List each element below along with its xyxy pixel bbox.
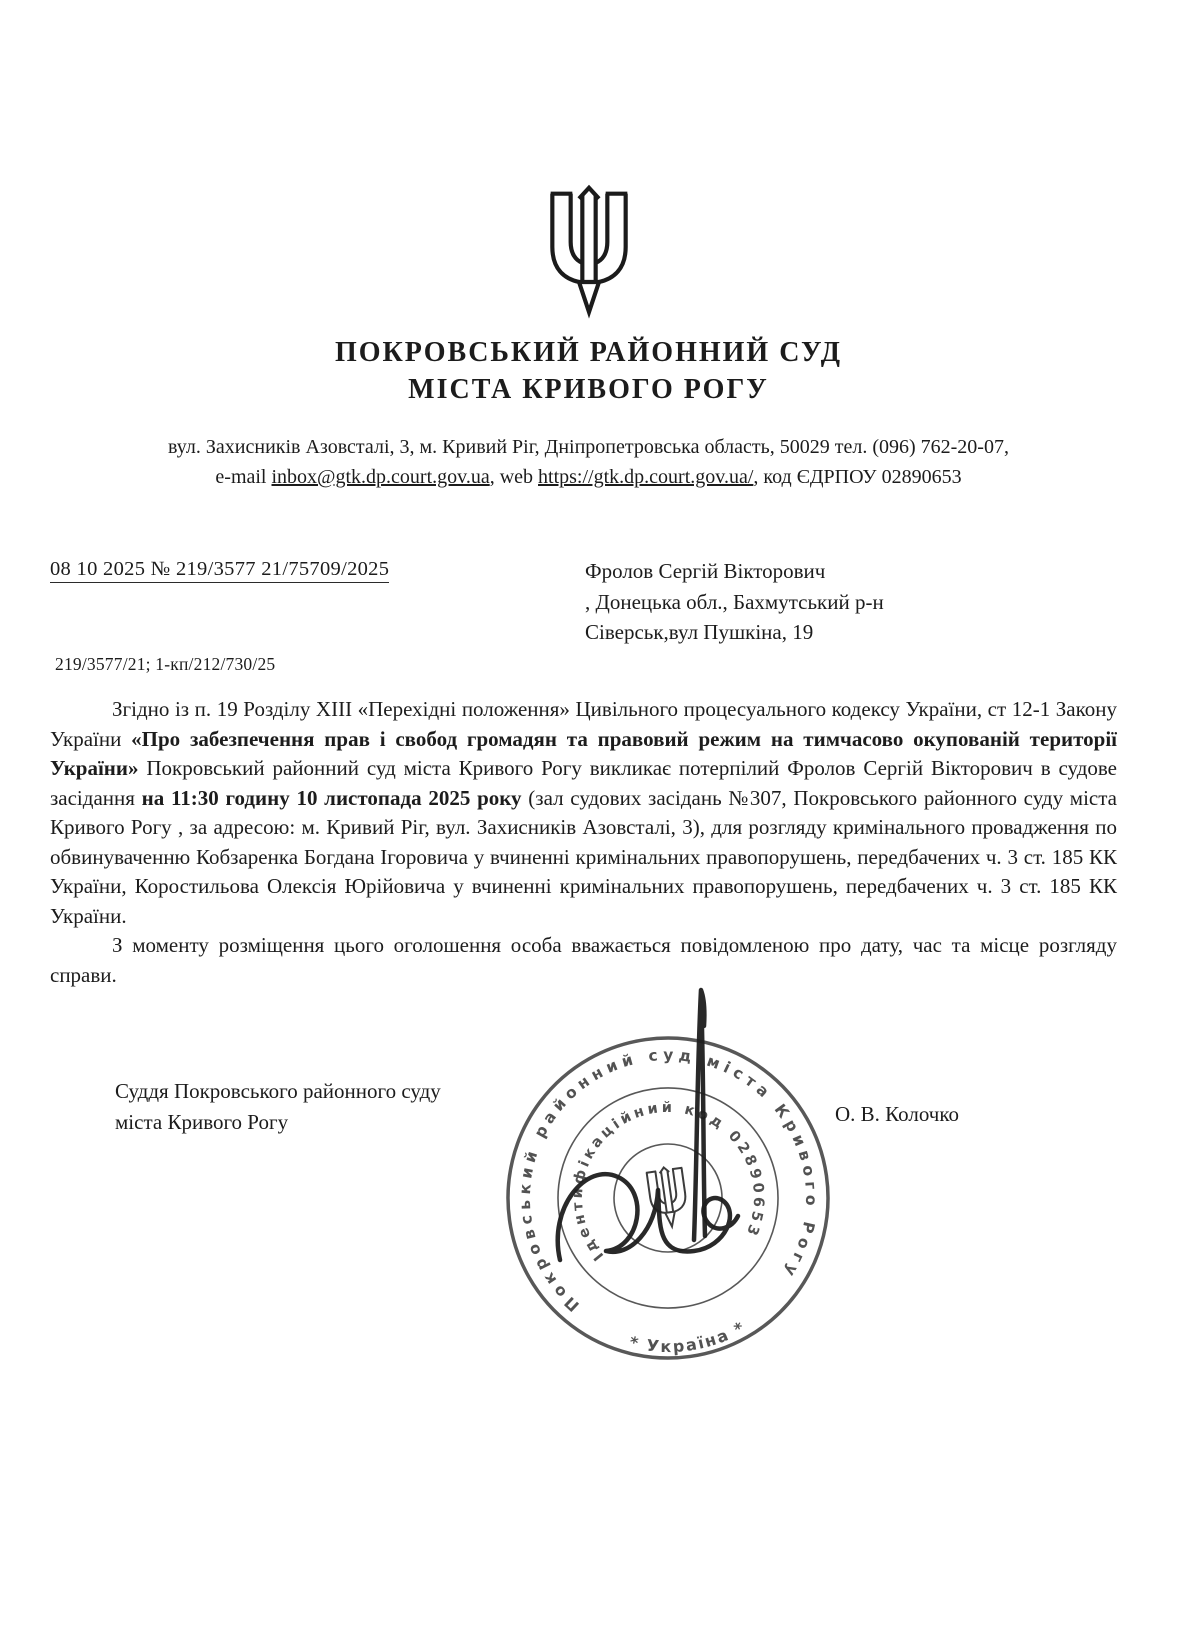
svg-text:Покровський районний суд міста [498,1026,833,1320]
court-address: вул. Захисників Азовсталі, 3, м. Кривий Ріг, Дніпропетровська область, 50029 тел. (096) 762-20-07, [168,436,1009,458]
seal-outer-ring [498,1017,838,1368]
case-ref: 219/3577/21; 1-кп/212/730/25 [55,654,276,674]
summons-text-1: Згідно із п. 19 Розділу XIII «Перехідні положення» Цивільного процесуального кодексу України, ст 12-1 Закону України [50,697,1117,751]
court-name [0,334,1177,408]
reference-row [0,556,1177,654]
law-title: «Про забезпечення прав і свобод громадян та правовий режим на тимчасово окупованій території України» [50,726,1117,780]
recipient-name: Фролов Сергій Вікторович [585,559,826,583]
seal-code-text: Ідентифікаційний код 02890653 [569,1099,767,1264]
court-contact-block [0,432,1177,492]
contact-prefix: e-mail [215,466,272,488]
recipient-block [585,556,884,648]
court-seal-stamp [498,960,838,1368]
recipient-region: , Донецька обл., Бахмутський р-н [585,589,884,614]
web-link: https://gtk.dp.court.gov.ua/ [538,466,754,488]
doc-number: 08 10 2025 № 219/3577 21/75709/2025 [50,558,389,583]
email-link: inbox@gtk.dp.court.gov.ua [271,466,490,488]
judge-title-line2: міста Кривого Рогу [115,1110,289,1134]
contact-line [0,462,1177,492]
judge-name: О. В. Колочко [835,1102,959,1126]
ukraine-trident-emblem-icon [539,182,639,322]
judge-title-line1: Суддя Покровського районного суду [115,1079,441,1103]
judge-title [115,1076,441,1138]
recipient-street: Сіверськ,вул Пушкіна, 19 [585,620,814,644]
letter-body [50,695,1117,990]
summons-text-3: (зал судових засідань №307, Покровського районного суду міста Кривого Рогу , за адресою: м. Кривий Ріг, вул. Захисників Азовсталі, 3), для розгляду кримінального провадження по обвинуваченню Кобзаренка Богдана Ігоровича у вчиненні кримінальних правопорушень, передбачених ч. 3 ст. 185 КК України, Коростильова Олексія Юрійовича у вчиненні кримінальних правопорушень, передбачених ч. 3 ст. 185 КК України. [50,785,1117,928]
seal-ring-text: Покровський районний суд міста Кривого Рогу [515,1045,821,1315]
summons-paragraph [50,695,1117,931]
hearing-datetime: на 11:30 годину 10 листопада 2025 року [141,785,522,810]
contact-mid: , web [489,466,539,488]
court-name-line1: ПОКРОВСЬКИЙ РАЙОННИЙ СУД [334,337,843,368]
edrpou-text: , код ЄДРПОУ 02890653 [753,466,962,488]
notice-paragraph: З моменту розміщення цього оголошення особа вважається повідомленою про дату, час та місце розгляду справи. [50,933,1117,987]
summons-text-2: Покровський районний суд міста Кривого Рогу викликає потерпілий Фролов Сергій Вікторович в судове засідання [50,756,1117,810]
seal-country-text: * Україна * [627,1317,750,1357]
court-name-line2: МІСТА КРИВОГО РОГУ [408,374,769,405]
